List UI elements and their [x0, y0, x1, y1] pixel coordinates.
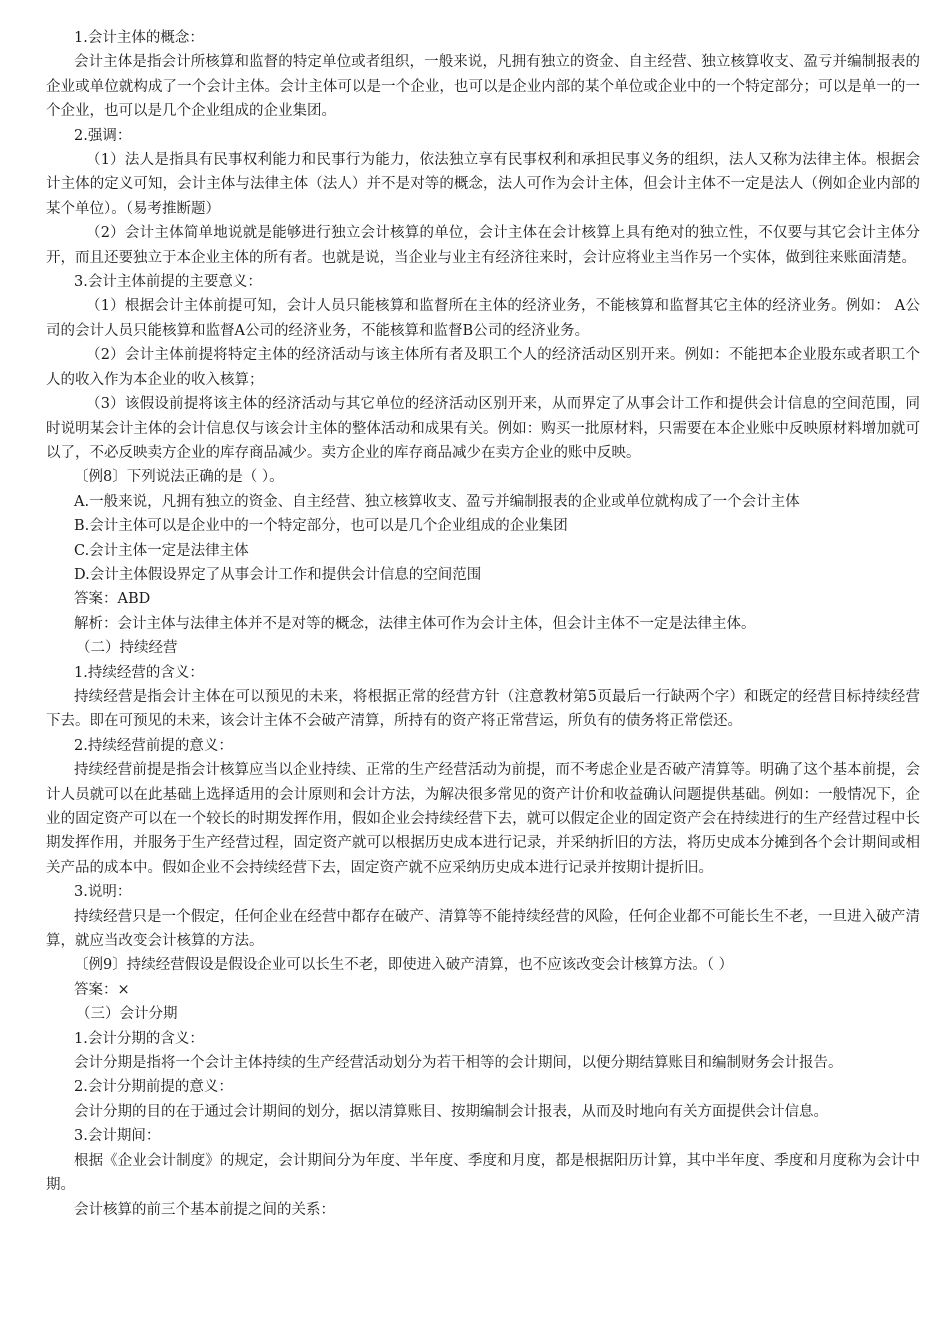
heading-going-concern-meaning: 1.持续经营的含义： [74, 664, 204, 681]
example-8-option-c: C.会计主体一定是法律主体 [74, 542, 249, 559]
paragraph-premises-relationship: 会计核算的前三个基本前提之间的关系： [74, 1201, 335, 1218]
example-8-option-b: B.会计主体可以是企业中的一个特定部分，也可以是几个企业组成的企业集团 [74, 518, 568, 535]
section-accounting-period: （三）会计分期 [76, 1006, 178, 1023]
paragraph-significance-3: （3）该假设前提将该主体的经济活动与其它单位的经济活动区别开来，从而界定了从事会计工作和提供会计信息的空间范围，同时说明某会计主体的会计信息仅与该会计主体的整体活动和成果有关。例如：购买一批原材料，只需要在本企业账中反映原材料增加就可以了，不必反映卖方企业的库存商品减少。卖方企业的库存商品减少在卖方企业的账中反映。 [46, 396, 920, 461]
paragraph-emphasis-1: （1）法人是指具有民事权利能力和民事行为能力，依法独立享有民事权利和承担民事义务的组织，法人又称为法律主体。根据会计主体的定义可知，会计主体与法律主体（法人）并不是对等的概念，法人可作为会计主体，但会计主体不一定是法人（例如企业内部的某个单位）。（易考推断题） [46, 152, 920, 217]
heading-period-meaning: 1.会计分期的含义： [74, 1030, 204, 1047]
paragraph-significance-2: （2）会计主体前提将特定主体的经济活动与该主体所有者及职工个人的经济活动区别开来。例如：不能把本企业股东或者职工个人的收入作为本企业的收入核算； [46, 347, 920, 388]
example-8-explanation: 解析：会计主体与法律主体并不是对等的概念，法律主体可作为会计主体，但会计主体不一定是法律主体。 [74, 615, 756, 632]
paragraph-going-concern-note: 持续经营只是一个假定，任何企业在经营中都存在破产、清算等不能持续经营的风险，任何企业都不可能长生不老，一旦进入破产清算，就应当改变会计核算的方法。 [46, 908, 920, 950]
example-8-option-a: A.一般来说，凡拥有独立的资金、自主经营、独立核算收支、盈亏并编制报表的企业或单位就构成了一个会计主体 [74, 493, 800, 510]
example-8-option-d: D.会计主体假设界定了从事会计工作和提供会计信息的空间范围 [74, 566, 482, 583]
paragraph-accounting-entity-definition: 会计主体是指会计所核算和监督的特定单位或者组织，一般来说，凡拥有独立的资金、自主经营、独立核算收支、盈亏并编制报表的企业或单位就构成了一个会计主体。会计主体可以是一个企业，也可以是企业内部的某个单位或企业中的一个特定部分；可以是单一的一个企业，也可以是几个企业组成的企业集团。 [46, 54, 920, 120]
paragraph-going-concern-meaning: 持续经营是指会计主体在可以预见的未来，将根据正常的经营方针（注意教材第5页最后一行缺两个字）和既定的经营目标持续经营下去。即在可预见的未来，该会计主体不会破产清算，所持有的资产将正常营运，所负有的债务将正常偿还。 [46, 688, 920, 730]
paragraph-going-concern-significance: 持续经营前提是指会计核算应当以企业持续、正常的生产经营活动为前提，而不考虑企业是否破产清算等。明确了这个基本前提，会计人员就可以在此基础上选择适用的会计原则和会计方法，为解决很多常见的资产计价和收益确认问题提供基础。例如：一般情况下，企业的固定资产可以在一个较长的时期发挥作用，假如企业会持续经营下去，就可以假定企业的固定资产会在持续进行的生产经营过程中长期发挥作用，并服务于生产经营过程，固定资产就可以根据历史成本进行记录，并采纳折旧的方法，将历史成本分摊到各个会计期间或相关产品的成本中。假如企业不会持续经营下去，固定资产就不应采纳历史成本进行记录并按期计提折旧。 [46, 762, 920, 876]
heading-emphasis: 2.强调： [74, 127, 132, 144]
paragraph-significance-1: （1）根据会计主体前提可知，会计人员只能核算和监督所在主体的经济业务，不能核算和监督其它主体的经济业务。例如： A公司的会计人员只能核算和监督A公司的经济业务，不能核算和监督B公司的经济业务。 [46, 298, 920, 339]
heading-accounting-periods: 3.会计期间： [74, 1128, 161, 1145]
example-8-question: 〔例8〕下列说法正确的是（ ）。 [74, 469, 284, 486]
paragraph-period-significance: 会计分期的目的在于通过会计期间的划分，据以清算账目、按期编制会计报表，从而及时地向有关方面提供会计信息。 [74, 1103, 828, 1120]
example-9-answer: 答案：× [74, 981, 130, 998]
heading-going-concern-note: 3.说明： [74, 884, 132, 901]
paragraph-period-meaning: 会计分期是指将一个会计主体持续的生产经营活动划分为若干相等的会计期间，以便分期结算账目和编制财务会计报告。 [74, 1055, 843, 1072]
heading-entity-significance: 3.会计主体前提的主要意义： [74, 274, 262, 291]
section-going-concern: （二）持续经营 [76, 640, 178, 657]
heading-accounting-entity-concept: 1.会计主体的概念： [74, 30, 204, 46]
heading-going-concern-significance: 2.持续经营前提的意义： [74, 737, 233, 754]
heading-period-significance: 2.会计分期前提的意义： [74, 1079, 233, 1096]
example-8-answer: 答案：ABD [74, 591, 151, 608]
paragraph-accounting-periods: 根据《企业会计制度》的规定，会计期间分为年度、半年度、季度和月度，都是根据阳历计算，其中半年度、季度和月度称为会计中期。 [46, 1152, 920, 1194]
paragraph-emphasis-2: （2）会计主体简单地说就是能够进行独立会计核算的单位，会计主体在会计核算上具有绝对的独立性，不仅要与其它会计主体分开，而且还要独立于本企业主体的所有者。也就是说，当企业与业主有经济往来时，会计应将业主当作另一个实体，做到往来账面清楚。 [46, 225, 920, 266]
example-9-question: 〔例9〕持续经营假设是假设企业可以长生不老，即使进入破产清算，也不应该改变会计核算方法。（ ） [74, 957, 734, 974]
text-body [46, 26, 920, 1222]
